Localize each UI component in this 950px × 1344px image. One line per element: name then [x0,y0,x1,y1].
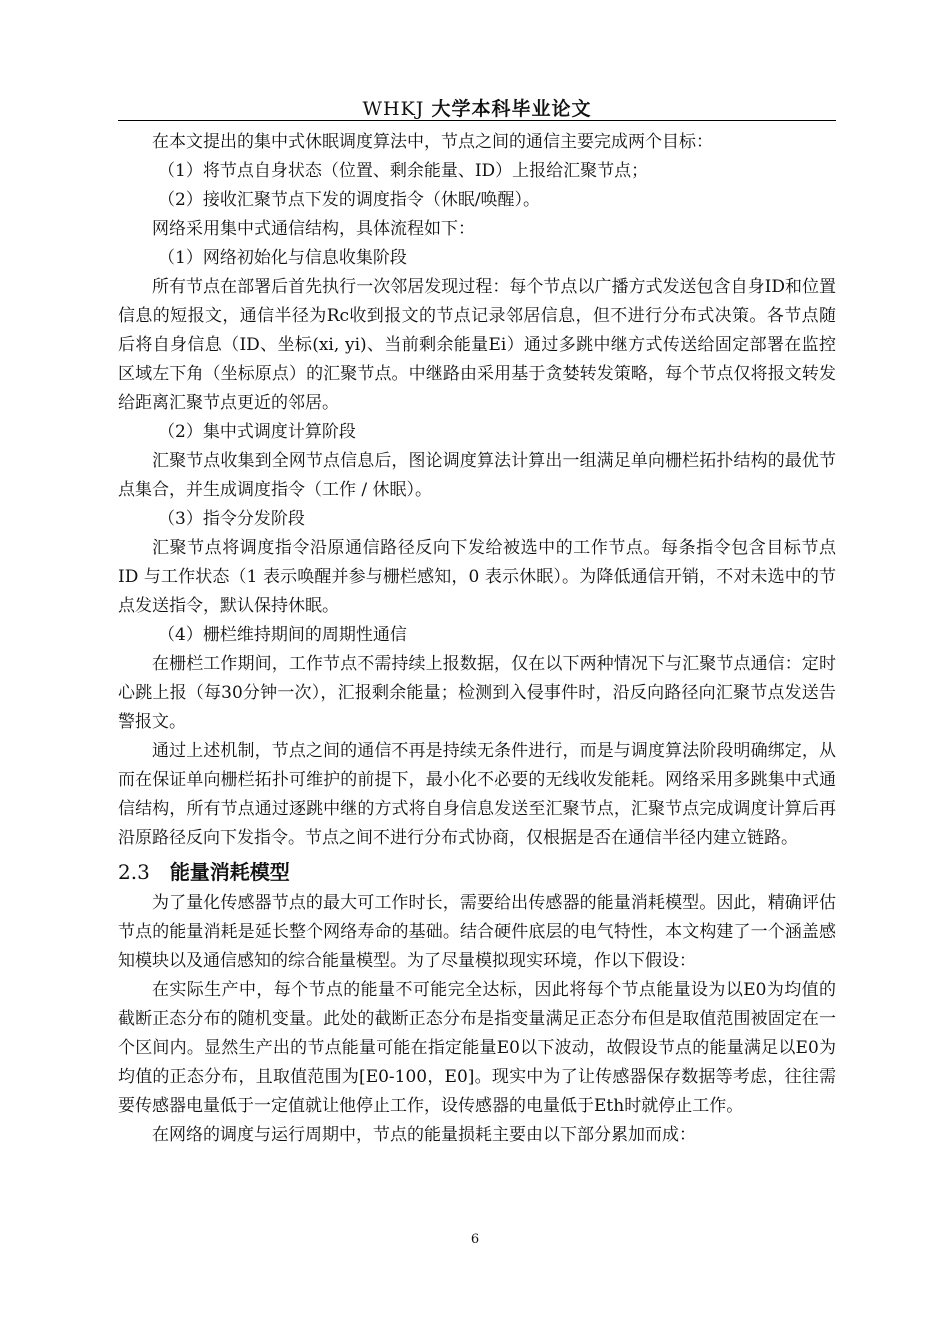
paragraph: 所有节点在部署后首先执行一次邻居发现过程：每个节点以广播方式发送包含自身ID和位置信息的短报文，通信半径为Rc收到报文的节点记录邻居信息，但不进行分布式决策。各节点随后将自身信息（ID、坐标(xi, yi)、当前剩余能量Ei）通过多跳中继方式传送给固定部署在监控区域左下角（坐标原点）的汇聚节点。中继路由采用基于贪婪转发策略，每个节点仅将报文转发给距离汇聚节点更近的邻居。 [118,277,836,413]
section-title: 能量消耗模型 [169,860,290,884]
section-number: 2.3 [118,860,150,884]
page-body [118,128,836,1150]
page-number: 6 [470,1232,480,1247]
header-prefix: WHKJ [362,98,425,120]
paragraph: 在栅栏工作期间，工作节点不需持续上报数据，仅在以下两种情况下与汇聚节点通信：定时心跳上报（每30分钟一次），汇报剩余能量；检测到入侵事件时，沿反向路径向汇聚节点发送告警报文。 [118,654,836,732]
section-heading [118,857,836,887]
paragraph: 汇聚节点收集到全网节点信息后，图论调度算法计算出一组满足单向栅栏拓扑结构的最优节点集合，并生成调度指令（工作 / 休眠）。 [118,451,836,500]
step-heading: （4）栅栏维持期间的周期性通信 [158,625,407,645]
paragraph: 在本文提出的集中式休眠调度算法中，节点之间的通信主要完成两个目标： [152,132,713,152]
paragraph: 在网络的调度与运行周期中，节点的能量损耗主要由以下部分累加而成： [152,1125,696,1145]
list-item: （2）接收汇聚节点下发的调度指令（休眠/唤醒）。 [158,190,541,210]
step-heading: （1）网络初始化与信息收集阶段 [158,248,407,268]
header-title: 大学本科毕业论文 [431,98,592,120]
paragraph: 汇聚节点将调度指令沿原通信路径反向下发给被选中的工作节点。每条指令包含目标节点 ID 与工作状态（1 表示唤醒并参与栅栏感知，0 表示休眠）。为降低通信开销，不对未选中的节点发送指令，默认保持休眠。 [118,538,836,616]
list-item: （1）将节点自身状态（位置、剩余能量、ID）上报给汇聚节点； [158,161,649,181]
header-rule [118,120,836,121]
step-heading: （2）集中式调度计算阶段 [158,422,356,442]
paragraph: 网络采用集中式通信结构，具体流程如下： [152,219,475,239]
paragraph: 通过上述机制，节点之间的通信不再是持续无条件进行，而是与调度算法阶段明确绑定，从而在保证单向栅栏拓扑可维护的前提下，最小化不必要的无线收发能耗。网络采用多跳集中式通信结构，所有节点通过逐跳中继的方式将自身信息发送至汇聚节点，汇聚节点完成调度计算后再沿原路径反向下发指令。节点之间不进行分布式协商，仅根据是否在通信半径内建立链路。 [118,741,836,848]
paragraph: 为了量化传感器节点的最大可工作时长，需要给出传感器的能量消耗模型。因此，精确评估节点的能量消耗是延长整个网络寿命的基础。结合硬件底层的电气特性，本文构建了一个涵盖感知模块以及通信感知的综合能量模型。为了尽量模拟现实环境，作以下假设： [118,893,836,971]
page-header [118,94,836,121]
step-heading: （3）指令分发阶段 [158,509,305,529]
paragraph: 在实际生产中，每个节点的能量不可能完全达标，因此将每个节点能量设为以E0为均值的截断正态分布的随机变量。此处的截断正态分布是指变量满足正态分布但是取值范围被固定在一个区间内。显然生产出的节点能量可能在指定能量E0以下波动，故假设节点的能量满足以E0为均值的正态分布，且取值范围为[E0-100，E0]。现实中为了让传感器保存数据等考虑，往往需要传感器电量低于一定值就让他停止工作，设传感器的电量低于Eth时就停止工作。 [118,980,836,1116]
